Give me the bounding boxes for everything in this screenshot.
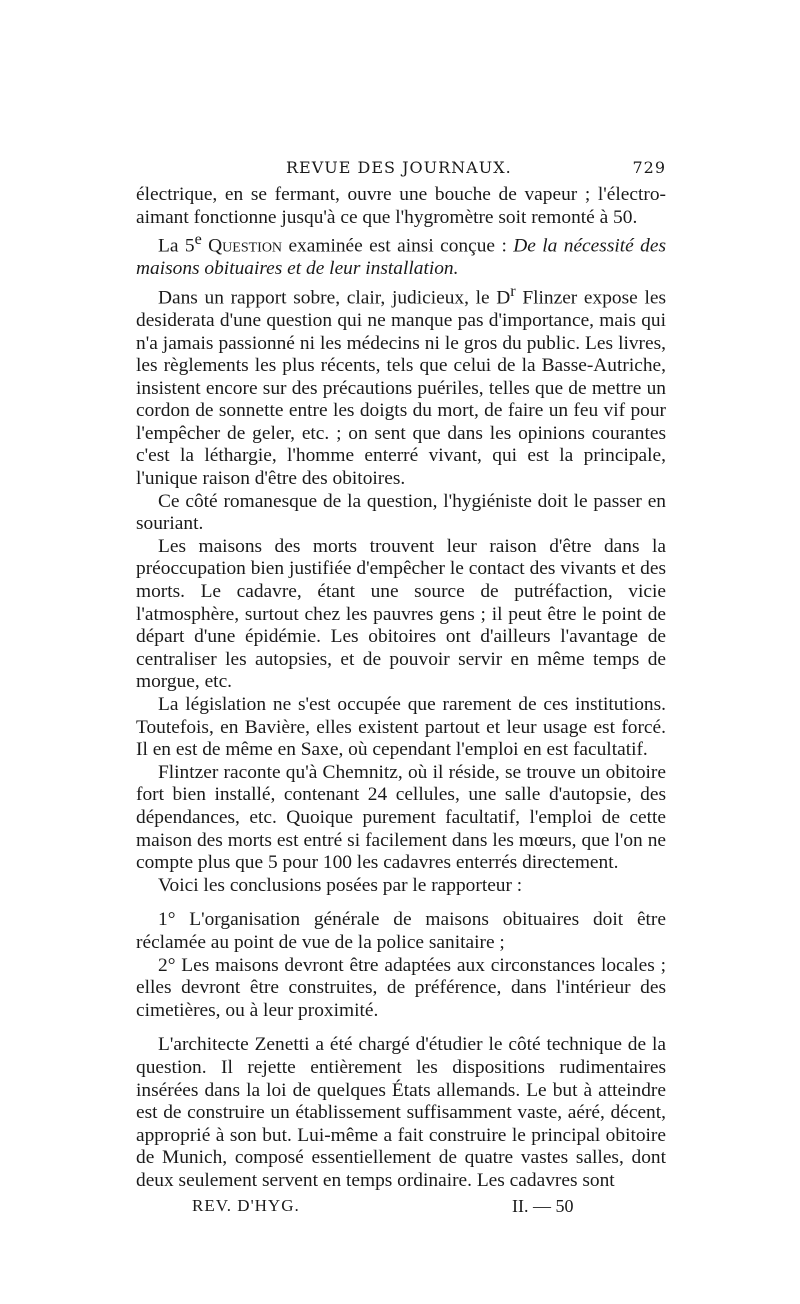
paragraph-question (136, 229, 666, 281)
page-footer (136, 1196, 666, 1220)
page-number: 729 (632, 158, 666, 177)
question-title: De la nécessité des maisons obituaires et de leur installation. (136, 235, 667, 280)
paragraph-maisons: Les maisons des morts trouvent leur raison d'être dans la préoccupation bien justifiée d'empêcher le contact des vivants et des morts. Le cadavre, étant une source de putréfaction, vicie l'atmosphère, surtout chez les pauvres gens ; il peut être le point de départ d'une épidémie. Les obitoires ont d'ailleurs l'avantage de centraliser les autopsies, et de pouvoir servir en même temps de morgue, etc. (136, 535, 666, 693)
conclusion-2: 2° Les maisons devront être adaptées aux circonstances locales ; elles devront être construites, de préférence, dans l'intérieur des cimetières, ou à leur proximité. (136, 954, 666, 1021)
paragraph-continuation: électrique, en se fermant, ouvre une bouche de vapeur ; l'électro-aimant fonctionne jusqu'à ce que l'hygromètre soit remonté à 50. (136, 184, 666, 228)
paragraph-zenetti: L'architecte Zenetti a été chargé d'étudier le côté technique de la question. Il rejette entièrement les dispositions rudimentaires insérées dans la loi de quelques États allemands. Le but à atteindre est de construire un établissement suffisamment vaste, aéré, décent, approprié à son but. Lui-même a fait construire le principal obitoire de Munich, composé essentiellement de quatre vastes salles, dont deux seulement servent en temps ordinaire. Les cadavres sont (136, 1034, 666, 1191)
question-lead: La 5 (158, 235, 195, 257)
book-page (136, 158, 666, 1220)
ordinal-superscript: e (194, 231, 202, 249)
volume-sheet: II. — 50 (512, 1196, 574, 1217)
question-text: examinée est ainsi conçue : (282, 235, 514, 257)
doctor-superscript: r (510, 282, 516, 300)
paragraph-conclusions-intro: Voici les conclusions posées par le rapporteur : (158, 874, 523, 896)
question-label: Question (208, 235, 283, 257)
running-header (136, 158, 666, 180)
signature-mark: REV. D'HYG. (192, 1196, 300, 1216)
paragraph-legislation: La législation ne s'est occupée que rarement de ces institutions. Toutefois, en Bavière, elles existent partout et leur usage est forcé. Il en est de même en Saxe, où cependant l'emploi en est facultatif. (136, 694, 666, 761)
paragraph-chemnitz: Flintzer raconte qu'à Chemnitz, où il réside, se trouve un obitoire fort bien installé, contenant 24 cellules, une salle d'autopsie, des dépendances, etc. Quoique purement facultatif, l'emploi de cette maison des morts est entré si facilement dans les mœurs, que l'on ne compte plus que 5 pour 100 les cadavres enterrés directement. (136, 761, 666, 874)
paragraph-flinzer (136, 281, 666, 491)
running-title: REVUE DES JOURNAUX. (286, 158, 512, 177)
conclusion-1: 1° L'organisation générale de maisons obituaires doit être réclamée au point de vue de la police sanitaire ; (136, 909, 666, 953)
body-text (136, 184, 666, 1192)
flinzer-lead: Dans un rapport sobre, clair, judicieux, le D (158, 287, 511, 309)
flinzer-text: Flinzer expose les desiderata d'une question qui ne manque pas d'importance, mais qui n'a jamais passionné ni les médecins ni le gros du public. Les livres, les règlements les plus récents, tels que celui de la Basse-Autriche, insistent encore sur des précautions puériles, telles que de mettre un cordon de sonnette entre les doigts du mort, de faire un feu vif pour l'empêcher de geler, etc. ; on sent que dans les opinions courantes c'est la léthargie, l'homme enterré vivant, qui est la principale, l'unique raison d'être des obitoires. (136, 287, 666, 490)
paragraph-romanesque: Ce côté romanesque de la question, l'hygiéniste doit le passer en souriant. (136, 490, 666, 535)
